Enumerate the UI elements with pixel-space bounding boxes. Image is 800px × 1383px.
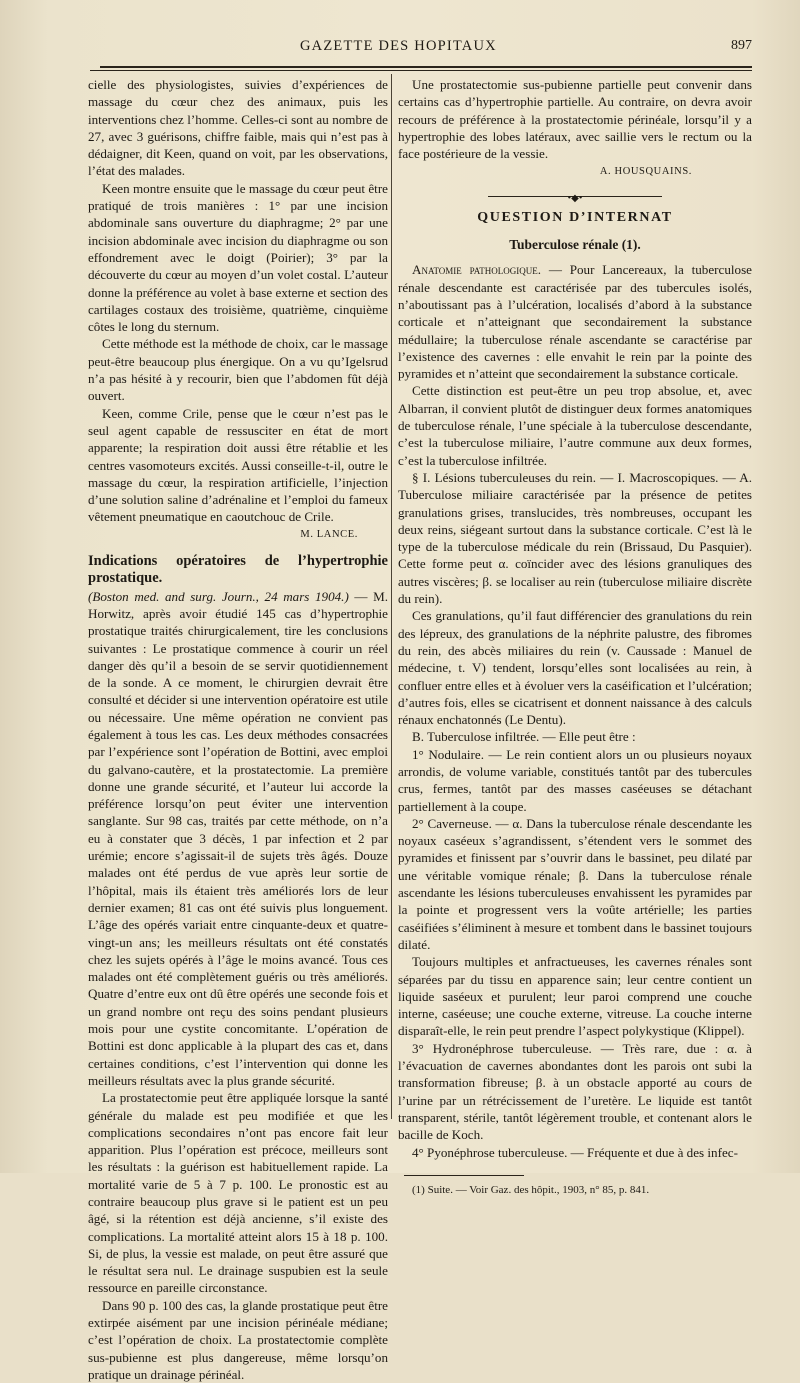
paragraph: Cette distinction est peut-être un peu trop absolue, et, avec Albarran, il convient plutôt de distinguer deux formes anatomiques de tuberculose rénale, l’une spéciale à la tuberculose descendante, c’est la tuberculose miliaire, l’autre commune aux deux formes, c’est la tuberculose infiltrée. xyxy=(398,383,752,468)
article-author: — M. Horwitz, xyxy=(88,588,388,621)
paragraph: 2° Caverneuse. — α. Dans la tuberculose rénale descendante les noyaux caséeux s’agrandissent, s’étendent vers le sommet des pyramides et finissent par s’ouvrir dans le bassinet, peu dilaté par une véritable vomique rénale; β. Dans la tuberculose rénale ascendante les lésions tuberculeuses envahissent les pyramides par la pointe et progressent vers la voûte artérielle; les parties caséifiées s’éliminent à mesure et tombent dans le bassinet toujours dilaté. xyxy=(398,815,752,952)
paragraph-body: — A. Tuberculose miliaire caractérisée par la présence de petites granulations grises, translucides, très nombreuses, occupant les deux reins, siégeant surtout dans la substance corticale. C’est là le type de la tuberculose médicale du rein (Brissaud, Du Pasquier). Cette forme peut α. coïncider avec des lésions granuliques des autres viscères; β. se localiser au rein (tuberculose miliaire discrète du rein). xyxy=(398,469,752,607)
page-number: 897 xyxy=(731,38,752,53)
running-header xyxy=(0,38,800,60)
column-divider xyxy=(391,74,392,1119)
section-separator xyxy=(398,189,752,203)
paragraph: Toujours multiples et anfractueuses, les cavernes rénales sont séparées par du tissu en apparence sain; leur centre contient un liquide saséeux et purulent; leur paroi comprend une couche interne, caséeuse; une couche externe, vitreuse. La couche interne disparaît-elle, le rein peut prendre l’aspect polykystique (Klippel). xyxy=(398,954,752,1039)
separator-ornament: •◆• xyxy=(567,192,583,204)
paragraph: après avoir étudié 145 cas d’hypertrophie prostatique traités chirurgicalement, tire les conclusions suivantes : Le prostatique commence à courir un réel danger dès qu’il a besoin de se servir quotidiennement de la sonde. A ce moment, le chirurgien devrait être consulté et décider si une intervention opératoire est utile ou nécessaire. Une même opération ne convient pas également à tous les cas. Les deux méthodes consacrées par l’expérience sont l’opération de Bottini, avec emploi du galvano-cautère, et la prostatectomie. La première donne une grande sécurité, et l’auteur lui accorde la préférence lorsqu’on peut éviter une intervention sanglante. Sur 98 cas, traités par cette méthode, on n’a eu à constater que 3 décès, 1 par infection et 2 par urémie; encore s’agissait-il de sujets très âgés. Douze malades ont été perdus de vue après leur sortie de l’hôpital, mais ils étaient très améliorés lors de leur dernier examen; 81 cas ont été suivis plus longuement. L’âge des opérés variait entre cinquante-deux et quatre-vingt-un ans; les meilleurs résultats ont été constatés chez les sujets opérés à l’âge le moins avancé. Tous ces malades ont été complètement guéris ou très améliorés. Quatre d’entre eux ont dû être opérés une seconde fois et un grand nombre ont reçu des soins pendant plusieurs mois pour une cystite concomitante. L’opération de Bottini est donc applicable à la plupart des cas et, dans certaines conditions, c’est l’intervention qui donne les meilleurs résultats avec la plus grande sécurité. xyxy=(88,605,388,1088)
paragraph-lead: Anatomie pathologique. xyxy=(412,262,542,278)
paragraph: Une prostatectomie sus-pubienne partielle peut convenir dans certains cas d’hypertrophie partielle. Au contraire, on devra avoir recours de préférence à la prostatectomie périnéale, lorsqu’il y a hypertrophie des lobes latéraux, avec saillie vers le rectum ou la face postérieure de la vessie. xyxy=(398,77,752,162)
header-rule-thin xyxy=(90,70,752,71)
paragraph: cielle des physiologistes, suivies d’expériences de massage du cœur chez des animaux, puis les interventions chez l’homme. Celles-ci sont au nombre de 27, avec 3 guérisons, chiffre faible, mais qui n’est pas à dédaigner, dit Keen, quand on voit, par les observations, l’état des malades. xyxy=(88,77,388,179)
paragraph-lead: § I. Lésions tuberculeuses du rein. — I. Macroscopiques. xyxy=(412,469,719,485)
footnote-rule xyxy=(404,1175,524,1176)
paragraph: B. Tuberculose infiltrée. — Elle peut être : xyxy=(412,729,636,745)
paragraph: Ces granulations, qu’il faut différencier des granulations du rein des lépreux, des granulations de la néphrite palustre, des fibromes du rein, des abcès miliaires du rein (v. Caussade : Manuel de médecine, t. V) tendent, lorsqu’elles sont localisées au rein, à confluer entre elles et à évoluer vers la caséification et l’ulcération; d’autres fois, elles se cicatrisent et donnent naissance à des calculs rénaux enchatonnés (Le Dentu). xyxy=(398,608,752,728)
article-title: Indications opératoires de l’hypertrophie prostatique. xyxy=(88,553,388,587)
paragraph: Keen montre ensuite que le massage du cœur peut être pratiqué de trois manières : 1° par une incision abdominale sans ouverture du diaphragme; 2° par une incision abdominale avec incision du diaphragme ou son effondrement avec le doigt (Poirier); 3° par la découverte du cœur au moyen d’un volet costal. L’auteur donne la préférence au volet à base externe et section des cartilages costaux des troisième, quatrième, cinquième côtes le long du sternum. xyxy=(88,180,388,335)
section-subtitle: Tuberculose rénale (1). xyxy=(509,237,641,253)
article-lead xyxy=(88,588,388,1090)
header-rule xyxy=(100,66,752,68)
author-signature: M. LANCE. xyxy=(300,528,358,540)
left-column xyxy=(88,76,388,1383)
paragraph: Keen, comme Crile, pense que le cœur n’est pas le seul agent capable de ressusciter en état de mort apparente; la respiration doit aussi être rétablie et les centres vasomoteurs excités. Aussi conseille-t-il, outre le massage du cœur, la respiration artificielle, l’injection d’une solution saline d’adrénaline et l’emploi du fameux vêtement pneumatique en caoutchouc de Crile. xyxy=(88,405,388,525)
paragraph: Dans 90 p. 100 des cas, la glande prostatique peut être extirpée aisément par une incision périnéale médiane; c’est l’opération de choix. La prostatectomie complète sus-pubienne est plus dangereuse, même lorsqu’on pratique un drainage périnéal. xyxy=(88,1297,388,1382)
article-source: (Boston med. and surg. Journ., 24 mars 1904.) xyxy=(88,588,349,604)
right-column xyxy=(398,76,752,1199)
paragraph-body: — Pour Lancereaux, la tuberculose rénale descendante est caractérisée par des tubercules isolés, n’aboutissant pas à l’ulcération, localisés d’abord à la substance corticale et n’atteignant que secondairement la substance médullaire; la tuberculose rénale ascendante se caractérise par l’existence des cavernes : elle envahit le rein par la pointe des pyramides et n’atteint que secondairement la substance corticale. xyxy=(398,262,752,382)
paragraph: 1° Nodulaire. — Le rein contient alors un ou plusieurs noyaux arrondis, de volume variable, constitués tantôt par des tubercules crus, fermes, tantôt par des masses caséeuses se détachant partiellement à la coupe. xyxy=(398,746,752,814)
footnote: (1) Suite. — Voir Gaz. des hôpit., 1903, n° 85, p. 841. xyxy=(412,1183,650,1196)
paragraph: Cette méthode est la méthode de choix, car le massage peut-être beaucoup plus énergique. On a vu qu’Igelsrud n’a pas hésité à y recourir, bien que l’abdomen fût déjà ouvert. xyxy=(88,336,388,404)
paragraph xyxy=(398,261,752,382)
journal-title: GAZETTE DES HOPITAUX xyxy=(300,38,497,54)
paragraph xyxy=(398,469,752,607)
paragraph: 3° Hydronéphrose tuberculeuse. — Très rare, due : α. à l’évacuation de cavernes abondantes dont les parois ont subi la transformation fibreuse; β. à un obstacle apporté au cours de l’urine par un rétrécissement de l’uretère. Le liquide est tantôt transparent, stérile, tantôt légèrement trouble, et contenant alors le bacille de Koch. xyxy=(398,1040,752,1143)
paragraph: 4° Pyonéphrose tuberculeuse. — Fréquente et due à des infec- xyxy=(412,1144,738,1160)
section-title: QUESTION D’INTERNAT xyxy=(477,209,673,225)
paragraph: La prostatectomie peut être appliquée lorsque la santé générale du malade est peu modifiée et que les complications secondaires n’ont pas encore fait leur apparition. Plus l’opération est précoce, meilleurs sont les résultats : la guérison est habituellement rapide. La mortalité varie de 5 à 7 p. 100. Le pronostic est au contraire beaucoup plus grave si le patient est un peu âgé, si la rétention est déjà ancienne, s’il existe des complications. La mortalité atteint alors 15 à 18 p. 100. Si, de plus, la vessie est malade, on peut être assuré que le résultat sera nul. Le drainage suspubien est la seule ressource en pareille circonstance. xyxy=(88,1090,388,1296)
author-signature: A. HOUSQUAINS. xyxy=(599,166,692,178)
